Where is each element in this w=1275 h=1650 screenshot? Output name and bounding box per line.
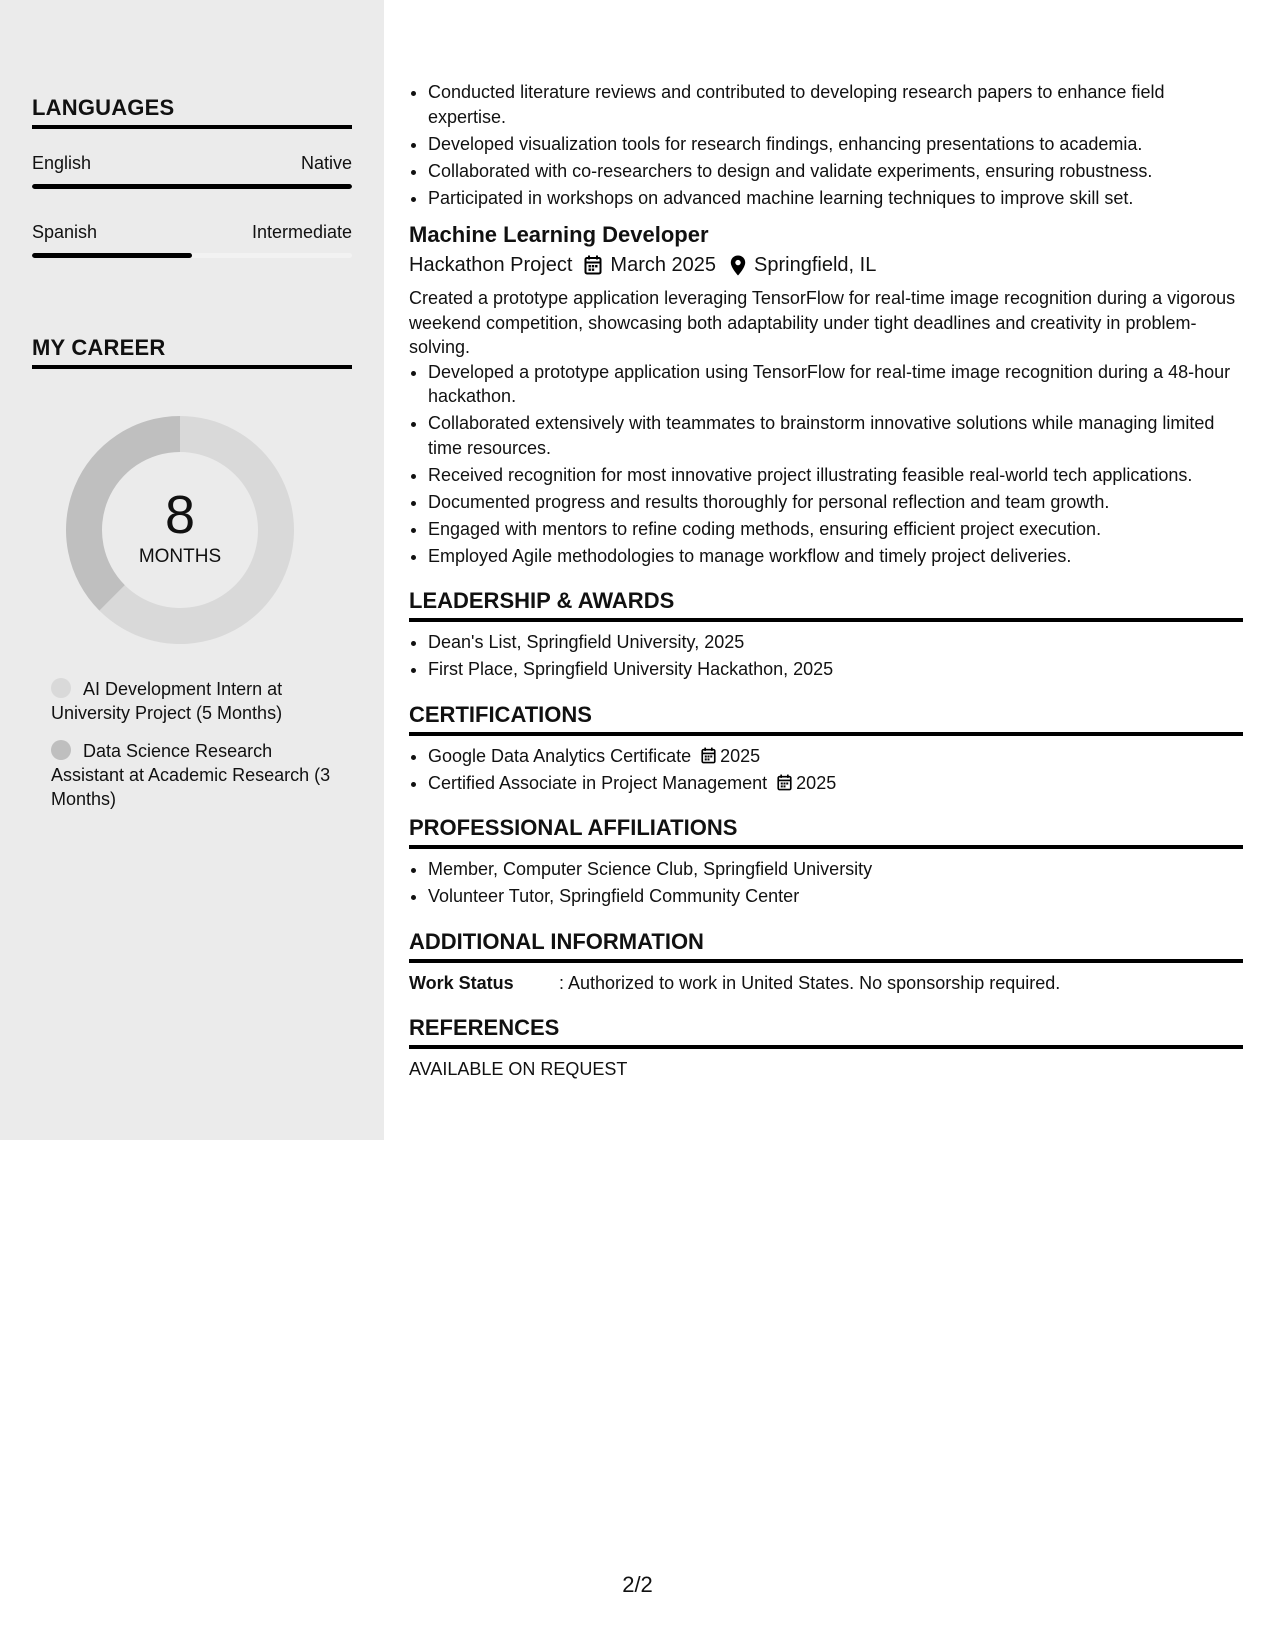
certification-name: Google Data Analytics Certificate — [428, 745, 692, 766]
additional-info-heading: ADDITIONAL INFORMATION — [409, 927, 1243, 963]
list-item: • Employed Agile methodologies to manage workflow and timely project deliveries. — [428, 544, 1243, 569]
experience-bullets — [409, 80, 1243, 210]
certification-year: 2025 — [720, 745, 761, 766]
certifications-list — [409, 744, 1243, 796]
page-number: 2/2 — [622, 1572, 653, 1597]
list-item: • Participated in workshops on advanced machine learning techniques to improve skill set. — [428, 186, 1243, 211]
job-meta — [409, 250, 1243, 280]
list-item: • First Place, Springfield University Hackathon, 2025 — [428, 657, 1243, 682]
career-legend-item — [51, 677, 341, 725]
references-text: AVAILABLE ON REQUEST — [409, 1059, 628, 1079]
job-title: Machine Learning Developer — [409, 222, 709, 247]
career-total-number: 8 — [164, 485, 196, 545]
work-status-row — [409, 971, 1243, 996]
job-location: Springfield, IL — [754, 254, 877, 276]
list-item: • Developed a prototype application using TensorFlow for real-time image recognition during a 48-hour hackathon. — [428, 360, 1243, 409]
certification-name: Certified Associate in Project Management — [428, 772, 768, 793]
language-row-spanish — [32, 221, 352, 243]
calendar-icon — [701, 747, 716, 764]
calendar-icon — [777, 774, 792, 791]
location-pin-icon — [730, 255, 746, 276]
job-bullets — [409, 360, 1243, 569]
list-item: • Collaborated extensively with teammates to brainstorm innovative solutions while managing limited time resources. — [428, 411, 1243, 460]
list-item: • Received recognition for most innovative project illustrating feasible real-world tech applications. — [428, 463, 1243, 488]
language-row-english — [32, 152, 352, 174]
list-item: • Member, Computer Science Club, Springfield University — [428, 857, 1243, 882]
language-proficiency-fill — [32, 253, 192, 258]
career-total — [66, 416, 294, 644]
certifications-heading: CERTIFICATIONS — [409, 700, 1243, 736]
career-total-unit: MONTHS — [138, 546, 222, 567]
leadership-heading: LEADERSHIP & AWARDS — [409, 586, 1243, 622]
language-name: English — [32, 153, 92, 173]
sidebar — [0, 0, 384, 1140]
language-level: Native — [300, 153, 352, 173]
list-item: • Documented progress and results thoroughly for personal reflection and team growth. — [428, 490, 1243, 515]
job-description: Created a prototype application leveraging TensorFlow for real-time image recognition during a vigorous weekend competition, showcasing both adaptability under tight deadlines and creativity in problem-solving. — [409, 288, 1236, 357]
main-content — [409, 80, 1243, 1082]
references-heading: REFERENCES — [409, 1013, 1243, 1049]
list-item: • Collaborated with co-researchers to design and validate experiments, ensuring robustness. — [428, 159, 1243, 184]
career-legend-label: Data Science Research Assistant at Academic Research (3 Months) — [51, 741, 331, 809]
legend-dot-icon — [51, 678, 71, 698]
list-item: • Volunteer Tutor, Springfield Community Center — [428, 884, 1243, 909]
language-level: Intermediate — [251, 222, 352, 242]
calendar-icon — [584, 255, 602, 275]
language-proficiency-fill — [32, 184, 352, 189]
list-item — [428, 744, 1243, 769]
certification-year: 2025 — [796, 772, 837, 793]
legend-dot-icon — [51, 740, 71, 760]
list-item: • Engaged with mentors to refine coding methods, ensuring efficient project execution. — [428, 517, 1243, 542]
leadership-list — [409, 630, 1243, 682]
language-proficiency-bar — [32, 184, 352, 189]
career-legend-item — [51, 739, 341, 811]
list-item: • Developed visualization tools for research findings, enhancing presentations to academia. — [428, 132, 1243, 157]
languages-heading: LANGUAGES — [32, 94, 352, 129]
language-name: Spanish — [32, 222, 98, 242]
career-heading: MY CAREER — [32, 334, 352, 369]
affiliations-heading: PROFESSIONAL AFFILIATIONS — [409, 813, 1243, 849]
work-status-value: : Authorized to work in United States. No sponsorship required. — [559, 972, 1061, 993]
list-item: • Conducted literature reviews and contributed to developing research papers to enhance field expertise. — [428, 80, 1243, 129]
affiliations-list — [409, 857, 1243, 909]
language-proficiency-bar — [32, 253, 352, 258]
list-item — [428, 771, 1243, 796]
job-date: March 2025 — [610, 254, 717, 276]
career-legend-label: AI Development Intern at University Project (5 Months) — [51, 679, 283, 723]
list-item: • Dean's List, Springfield University, 2025 — [428, 630, 1243, 655]
job-company: Hackathon Project — [409, 254, 573, 276]
work-status-label: Work Status — [409, 972, 514, 993]
